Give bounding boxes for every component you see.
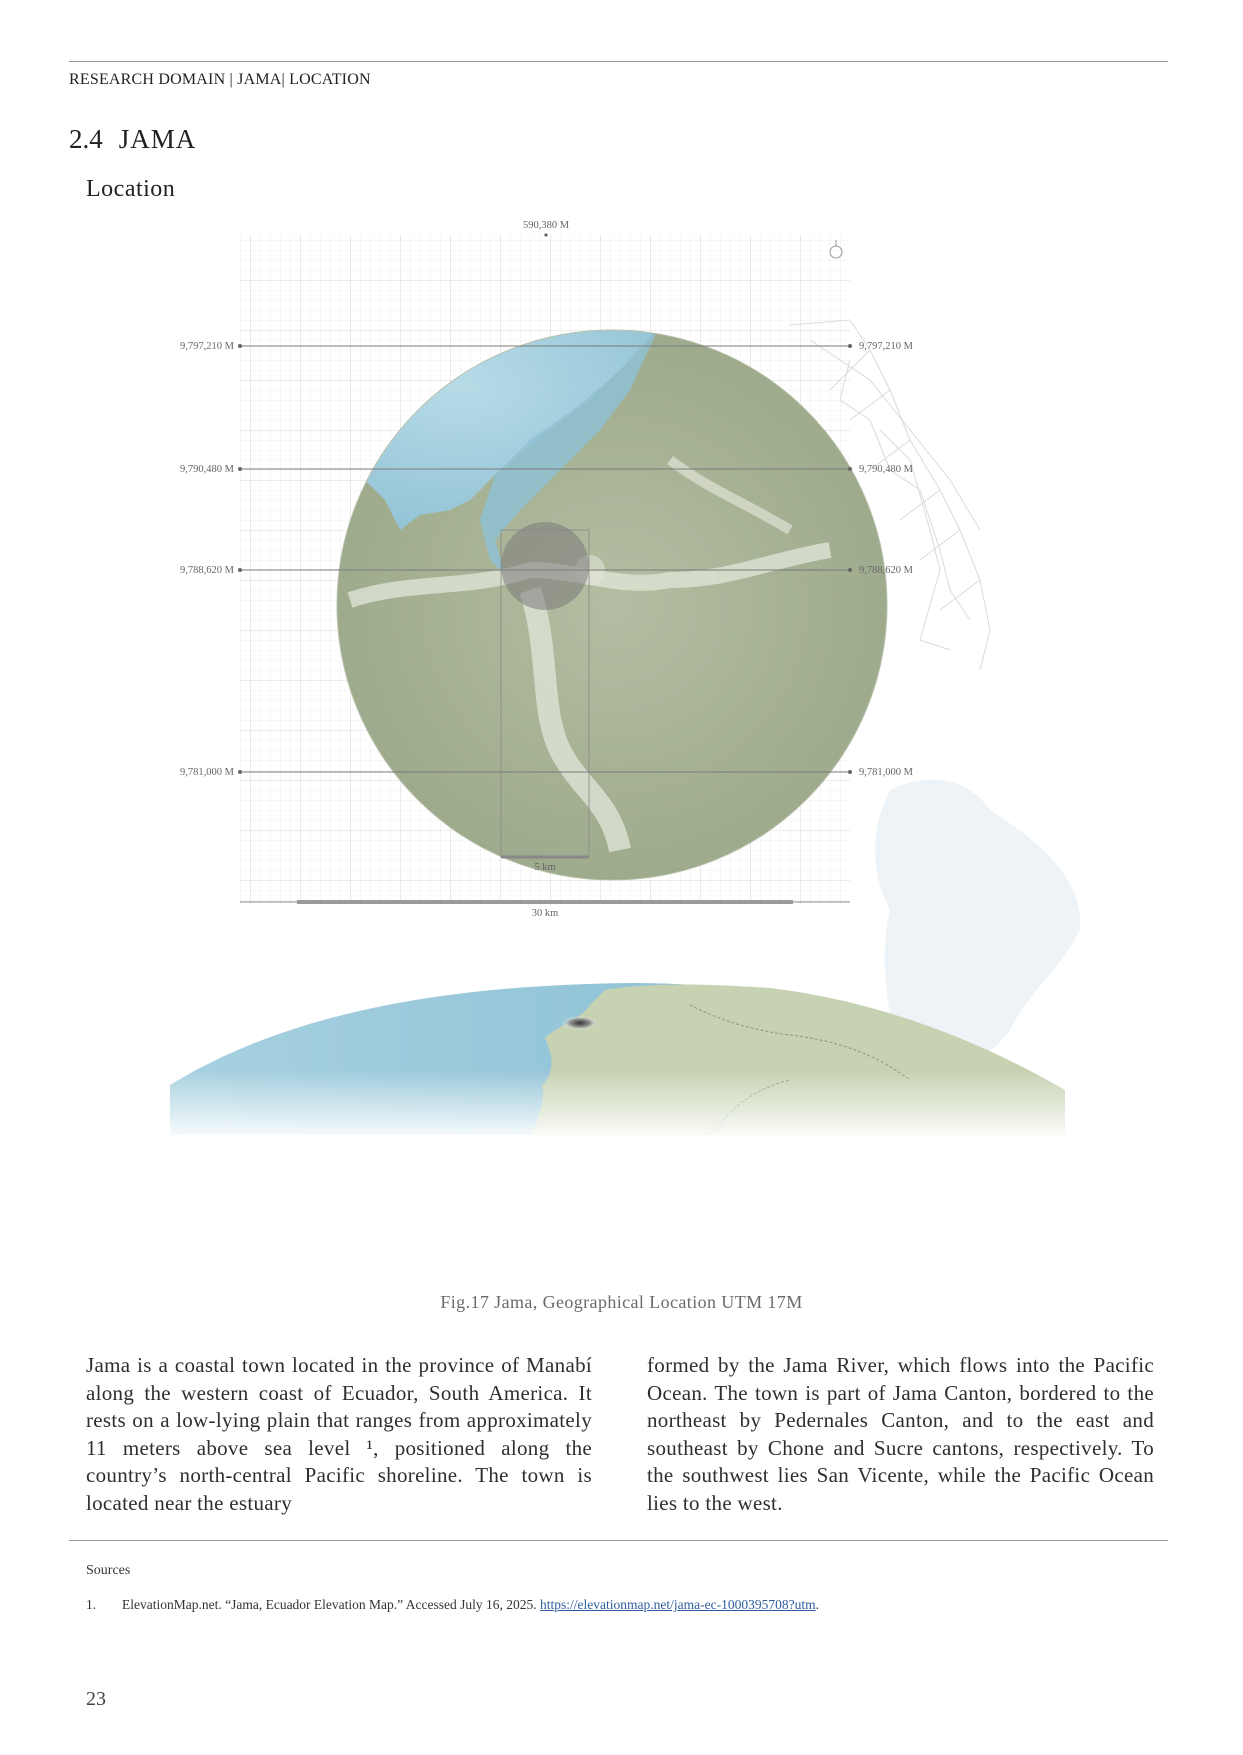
northing-label-left-3: 9,788,620 M: [180, 565, 234, 576]
source-link[interactable]: https://elevationmap.net/jama-ec-1000395708?utm: [540, 1597, 816, 1612]
easting-label: 590,380 M: [522, 220, 570, 231]
figure-caption: Fig.17 Jama, Geographical Location UTM 17M: [440, 1292, 803, 1312]
section-number: 2.4: [69, 124, 103, 154]
body-text-left: Jama is a coastal town located in the province of Manabí along the western coast of Ecuador, South America. It rests on a low-lying plain that ranges from approximately 11 meters above sea level ¹, positioned along the country’s north-central Pacific shoreline. The town is located near the estuary: [86, 1353, 592, 1515]
sources-heading: Sources: [86, 1563, 131, 1578]
scale-label-5km: 5 km: [534, 862, 556, 873]
footer-rule: [69, 1540, 1168, 1541]
section-heading: [69, 124, 196, 155]
northing-label-right-1: 9,797,210 M: [859, 341, 913, 352]
northing-label-left-4: 9,781,000 M: [180, 767, 234, 778]
page-number: 23: [86, 1688, 106, 1710]
northing-label-right-4: 9,781,000 M: [859, 767, 913, 778]
body-text-right: formed by the Jama River, which flows into the Pacific Ocean. The town is part of Jama Canton, bordered to the northeast by Pedernales Canton, and to the east and southeast by Chone and Sucre cantons, respectively. To the southwest lies San Vicente, while the Pacific Ocean lies to the west.: [647, 1353, 1154, 1515]
header-rule: [69, 61, 1168, 62]
location-map-figure: [150, 220, 1110, 1280]
northing-label-right-3: 9,788,620 M: [859, 565, 913, 576]
subsection-title: Location: [86, 176, 176, 202]
location-pin-icon: [562, 1016, 598, 1030]
town-highlight-circle: [501, 522, 589, 610]
source-item: [86, 1597, 819, 1613]
running-head: RESEARCH DOMAIN | JAMA| LOCATION: [69, 71, 371, 88]
section-title: JAMA: [118, 124, 197, 154]
northing-label-left-1: 9,797,210 M: [180, 341, 234, 352]
northing-label-left-2: 9,790,480 M: [180, 464, 234, 475]
source-number: 1.: [86, 1597, 97, 1612]
scale-label-30km: 30 km: [531, 908, 559, 919]
northing-label-right-2: 9,790,480 M: [859, 464, 913, 475]
source-text: ElevationMap.net. “Jama, Ecuador Elevation Map.” Accessed July 16, 2025.: [122, 1597, 541, 1612]
source-trail: .: [815, 1597, 819, 1612]
